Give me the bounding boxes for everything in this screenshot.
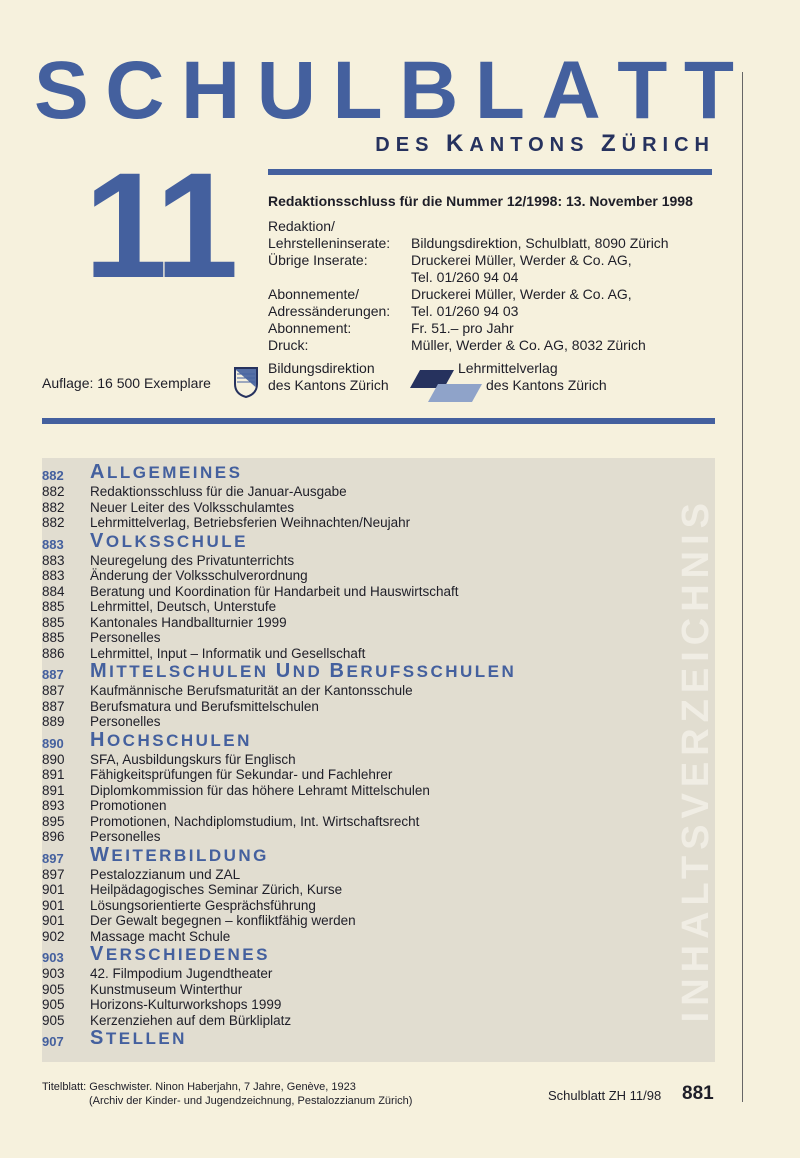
toc-entry-text: Kerzenziehen auf dem Bürkliplatz — [90, 1012, 292, 1028]
toc-entry — [42, 929, 602, 945]
toc-section-title: MITTELSCHULEN UND BERUFSSCHULEN — [90, 660, 517, 682]
toc-entry-text: Massage macht Schule — [90, 928, 231, 944]
subtitle-part: ES — [395, 134, 446, 156]
toc-entry-text: Promotionen — [90, 798, 167, 813]
toc-entry — [42, 997, 602, 1013]
toc-section-title: ALLGEMEINES — [90, 461, 243, 483]
masthead-letter: H — [180, 45, 241, 136]
toc-entry — [42, 982, 602, 998]
toc-entry-page: 897 — [42, 866, 65, 882]
toc-entry-text: Änderung der Volksschulverordnung — [90, 568, 308, 583]
toc-entry-text: Kantonales Handballturnier 1999 — [90, 614, 287, 630]
toc-entry — [42, 752, 602, 768]
info-row — [268, 286, 669, 303]
masthead-letter: U — [256, 45, 316, 136]
caption-line-1: Titelblatt: Geschwister. Ninon Haberjahn, 7 Jahre, Genève, 1923 — [42, 1081, 356, 1093]
toc-entry-page: 895 — [42, 813, 65, 829]
toc-entry-page: 882 — [42, 515, 65, 530]
toc-entry — [42, 798, 602, 814]
cover-caption — [42, 1080, 412, 1108]
subtitle-part: K — [446, 130, 470, 157]
toc-entry-page: 882 — [42, 499, 65, 515]
info-label: Adressänderungen: — [268, 303, 391, 319]
toc-entry-page: 905 — [42, 981, 65, 997]
toc-entry-page: 901 — [42, 913, 65, 928]
toc-entry — [42, 814, 602, 830]
info-value: Bildungsdirektion, Schulblatt, 8090 Zürich — [411, 235, 669, 251]
toc-side-label-text: INHALTSVERZEICHNIS — [674, 497, 717, 1023]
toc-entry — [42, 1013, 602, 1029]
toc-section-page: 897 — [42, 850, 64, 866]
bildungsdirektion-line-1: Bildungsdirektion — [268, 360, 375, 376]
toc-entry-page: 891 — [42, 767, 65, 782]
subtitle-part: D — [375, 134, 396, 156]
toc-entry — [42, 714, 602, 730]
toc-entry-text: Promotionen, Nachdiplomstudium, Int. Wirtschaftsrecht — [90, 813, 420, 829]
caption-line-2: (Archiv der Kinder- und Jugendzeichnung, Pestalozzianum Zürich) — [89, 1095, 413, 1107]
masthead-letter: L — [474, 45, 525, 136]
bildungsdirektion-label — [268, 360, 389, 394]
toc-entry-text: SFA, Ausbildungskurs für Englisch — [90, 751, 296, 767]
toc-entry-page: 896 — [42, 829, 65, 844]
masthead-letter: C — [105, 45, 165, 136]
masthead-letter: S — [34, 45, 89, 136]
toc-entry-text: Personelles — [90, 829, 161, 844]
toc-entry-page: 885 — [42, 599, 65, 614]
toc-entry-text: Kaufmännische Berufsmaturität an der Kantonsschule — [90, 683, 413, 698]
masthead-letter: A — [541, 45, 601, 136]
subtitle-part: Z — [600, 130, 622, 157]
toc-entry — [42, 783, 602, 799]
toc-entry-text: Lehrmittelverlag, Betriebsferien Weihnachten/Neujahr — [90, 515, 411, 530]
toc-entry-page: 903 — [42, 966, 65, 981]
masthead-letter: B — [399, 45, 459, 136]
toc-section-page: 882 — [42, 468, 64, 483]
toc-entry-text: Lehrmittel, Deutsch, Unterstufe — [90, 599, 277, 614]
toc-section-heading — [42, 531, 602, 553]
top-divider — [268, 169, 712, 175]
middle-divider — [42, 418, 715, 424]
info-label: Abonnement: — [268, 320, 352, 336]
table-of-contents — [42, 462, 602, 1050]
toc-section-title: STELLEN — [90, 1027, 187, 1049]
toc-section-heading — [42, 1028, 602, 1050]
subtitle-part: ÜRICH — [621, 134, 715, 156]
info-value: Tel. 01/260 94 04 — [411, 269, 519, 285]
toc-entry-page: 902 — [42, 928, 65, 944]
toc-entry-page: 883 — [42, 568, 65, 583]
issue-number: 11 — [84, 141, 235, 309]
toc-entry-page: 884 — [42, 583, 65, 599]
toc-entry — [42, 898, 602, 914]
toc-entry — [42, 584, 602, 600]
subtitle-part: ANTONS — [469, 134, 601, 156]
toc-entry-text: Heilpädagogisches Seminar Zürich, Kurse — [90, 882, 343, 897]
toc-entry-page: 883 — [42, 552, 65, 568]
toc-entry-text: Lösungsorientierte Gesprächsführung — [90, 897, 316, 913]
masthead-title — [34, 42, 734, 136]
toc-entry-text: Neuer Leiter des Volksschulamtes — [90, 499, 295, 515]
toc-section-heading — [42, 462, 602, 484]
toc-entry-text: Horizons-Kulturworkshops 1999 — [90, 997, 282, 1012]
toc-entry — [42, 500, 602, 516]
toc-section-heading — [42, 661, 602, 683]
toc-entry-text: Berufsmatura und Berufsmittelschulen — [90, 698, 319, 714]
info-value: Druckerei Müller, Werder & Co. AG, — [411, 252, 632, 268]
toc-entry — [42, 568, 602, 584]
toc-entry — [42, 484, 602, 500]
toc-section-title: VOLKSSCHULE — [90, 529, 248, 552]
toc-entry — [42, 553, 602, 569]
masthead-letter: T — [617, 45, 668, 136]
masthead-letter: L — [332, 45, 383, 136]
toc-section-heading — [42, 845, 602, 867]
toc-section-heading — [42, 944, 602, 966]
toc-entry — [42, 699, 602, 715]
zurich-coat-of-arms-icon — [233, 366, 259, 398]
toc-entry-text: 42. Filmpodium Jugendtheater — [90, 966, 273, 981]
toc-entry-text: Lehrmittel, Input – Informatik und Gesellschaft — [90, 645, 366, 661]
toc-section-page: 907 — [42, 1034, 64, 1049]
editorial-deadline: Redaktionsschluss für die Nummer 12/1998: 13. November 1998 — [268, 193, 693, 209]
toc-entry-text: Fähigkeitsprüfungen für Sekundar- und Fachlehrer — [90, 767, 393, 782]
toc-section-title: WEITERBILDUNG — [90, 843, 269, 866]
right-margin-rule — [742, 72, 743, 1102]
toc-entry-text: Personelles — [90, 630, 161, 645]
toc-entry-text: Der Gewalt begegnen – konfliktfähig werden — [90, 913, 356, 928]
toc-entry-text: Kunstmuseum Winterthur — [90, 981, 243, 997]
toc-entry-page: 901 — [42, 897, 65, 913]
toc-entry — [42, 767, 602, 783]
toc-entry-text: Pestalozzianum und ZAL — [90, 866, 241, 882]
bildungsdirektion-line-2: des Kantons Zürich — [268, 377, 389, 393]
toc-section-title: VERSCHIEDENES — [90, 943, 270, 965]
toc-entry-page: 885 — [42, 630, 65, 645]
toc-entry-page: 891 — [42, 782, 65, 798]
toc-entry-page: 901 — [42, 882, 65, 897]
toc-entry-page: 905 — [42, 997, 65, 1012]
toc-entry-text: Beratung und Koordination für Handarbeit und Hauswirtschaft — [90, 583, 459, 599]
toc-entry — [42, 867, 602, 883]
toc-section-heading — [42, 730, 602, 752]
info-row — [268, 320, 669, 337]
toc-section-page: 903 — [42, 950, 64, 965]
toc-entry — [42, 829, 602, 845]
info-value: Fr. 51.– pro Jahr — [411, 320, 514, 336]
lehrmittelverlag-label — [458, 360, 607, 394]
page-number: 881 — [682, 1083, 714, 1104]
lehrmittelverlag-line-2: des Kantons Zürich — [486, 377, 607, 393]
toc-entry-page: 887 — [42, 698, 65, 714]
toc-section-page: 887 — [42, 667, 64, 682]
toc-entry-page: 882 — [42, 484, 65, 499]
toc-entry-page: 887 — [42, 683, 65, 698]
toc-entry — [42, 683, 602, 699]
toc-entry-page: 890 — [42, 751, 65, 767]
info-row — [268, 252, 669, 269]
toc-entry — [42, 615, 602, 631]
info-label: Redaktion/ — [268, 218, 335, 234]
toc-entry-page: 905 — [42, 1012, 65, 1028]
toc-entry — [42, 646, 602, 662]
info-label — [268, 269, 411, 286]
toc-entry-text: Neuregelung des Privatunterrichts — [90, 552, 295, 568]
lehrmittelverlag-line-1: Lehrmittelverlag — [458, 360, 558, 376]
toc-entry — [42, 515, 602, 531]
masthead-letter: T — [683, 45, 734, 136]
issue-reference: Schulblatt ZH 11/98 — [548, 1088, 662, 1103]
toc-section-page: 883 — [42, 536, 64, 552]
toc-entry-page: 885 — [42, 614, 65, 630]
toc-entry — [42, 882, 602, 898]
publication-info — [268, 218, 669, 354]
info-row — [268, 269, 669, 286]
masthead-subtitle — [375, 130, 715, 158]
info-label: Übrige Inserate: — [268, 252, 368, 268]
toc-section-title: HOCHSCHULEN — [90, 728, 252, 751]
info-value: Müller, Werder & Co. AG, 8032 Zürich — [411, 337, 646, 353]
circulation: Auflage: 16 500 Exemplare — [42, 375, 211, 391]
info-row — [268, 303, 669, 320]
toc-entry-text: Diplomkommission für das höhere Lehramt Mittelschulen — [90, 782, 430, 798]
toc-entry-text: Personelles — [90, 714, 161, 729]
toc-entry-page: 886 — [42, 645, 65, 661]
info-label: Druck: — [268, 337, 309, 353]
toc-entry — [42, 913, 602, 929]
toc-entry — [42, 630, 602, 646]
toc-entry-page: 889 — [42, 714, 65, 729]
info-row — [268, 337, 669, 354]
toc-entry — [42, 966, 602, 982]
info-label: Abonnemente/ — [268, 286, 360, 302]
info-value: Druckerei Müller, Werder & Co. AG, — [411, 286, 632, 302]
info-label: Lehrstelleninserate: — [268, 235, 391, 251]
info-value: Tel. 01/260 94 03 — [411, 303, 519, 319]
info-row — [268, 218, 669, 235]
toc-entry — [42, 599, 602, 615]
toc-side-label — [676, 460, 716, 1060]
toc-section-page: 890 — [42, 735, 64, 751]
info-row — [268, 235, 669, 252]
toc-entry-text: Redaktionsschluss für die Januar-Ausgabe — [90, 484, 347, 499]
toc-entry-page: 893 — [42, 798, 65, 813]
